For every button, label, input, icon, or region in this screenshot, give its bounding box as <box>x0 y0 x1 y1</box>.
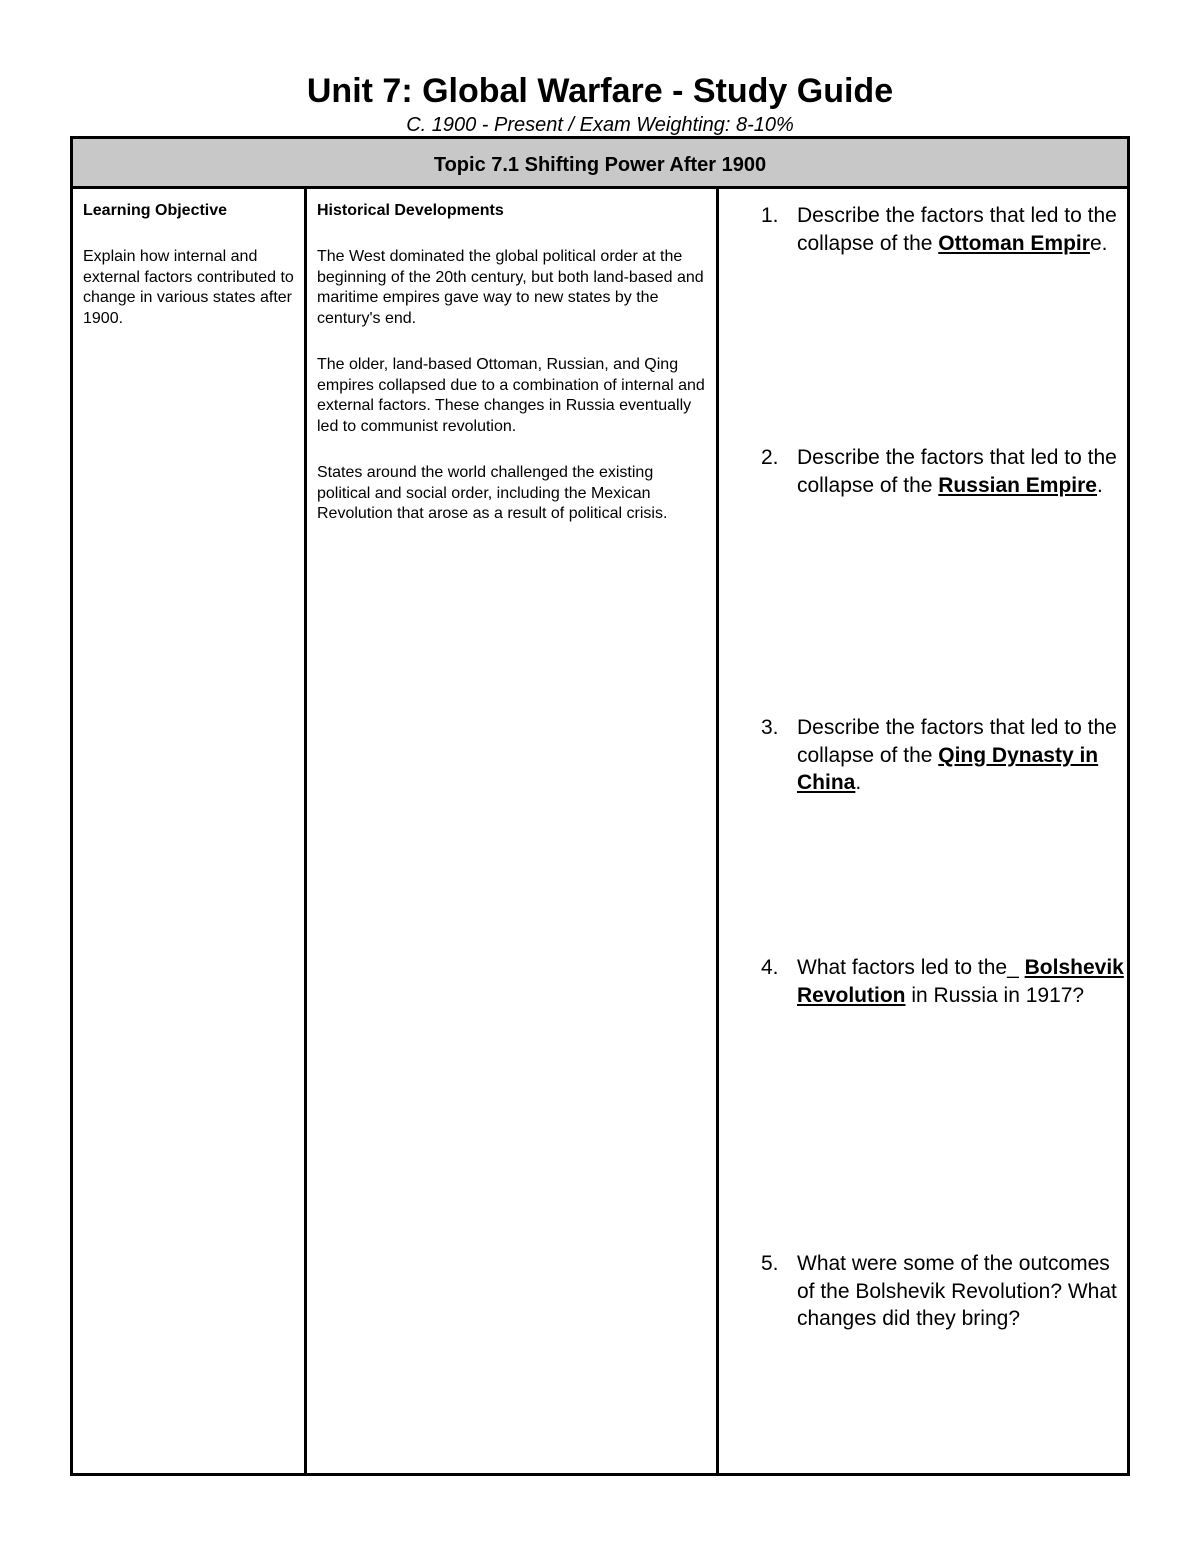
question-text-part: . <box>855 771 862 794</box>
question-text-part: . <box>1097 473 1103 497</box>
development-paragraph: The West dominated the global political order at the beginning of the 20th century, but both land-based and maritime empires gave way to new states by the century's end. <box>317 248 704 327</box>
learning-objective-heading: Learning Objective <box>83 202 228 219</box>
learning-objective-text: Explain how internal and external factors contributed to change in various states after 1900. <box>83 248 294 327</box>
question-number: 3. <box>761 716 779 739</box>
question-text-part: Describe the factors that led to the collapse of the <box>797 204 1117 255</box>
question-number: 1. <box>761 204 779 227</box>
question-text-part: Describe the factors that led to the collapse of the <box>797 716 1117 767</box>
question-item <box>761 1250 1131 1333</box>
development-paragraph: The older, land-based Ottoman, Russian, and Qing empires collapsed due to a combination of internal and external factors. These changes in Russia eventually led to communist revolution. <box>317 356 705 435</box>
question-text <box>797 714 1131 797</box>
question-text <box>797 954 1131 1009</box>
historical-developments-column <box>307 189 719 1473</box>
question-text-part: in Russia in 1917? <box>905 983 1085 1007</box>
question-item <box>761 954 1131 1009</box>
question-text-part: What factors led to the_ <box>797 956 1025 979</box>
question-text-part: What were some of the outcomes of the Bolshevik Revolution? What changes did they bring? <box>797 1252 1117 1330</box>
question-number: 2. <box>761 446 779 469</box>
question-text <box>797 444 1131 499</box>
question-item <box>761 444 1131 499</box>
question-item <box>761 202 1131 257</box>
question-text-part: e. <box>1089 231 1108 255</box>
question-number: 4. <box>761 956 779 979</box>
question-item <box>761 714 1131 797</box>
question-key-term: Russian Empire <box>938 473 1097 497</box>
question-text-part: Describe the factors that led to the collapse of the <box>797 446 1117 497</box>
question-text <box>797 1250 1131 1333</box>
question-text <box>797 202 1131 257</box>
topic-header: Topic 7.1 Shifting Power After 1900 <box>73 139 1127 189</box>
study-guide-table <box>70 136 1130 1476</box>
questions-column <box>719 189 1127 1473</box>
question-key-term: Qing Dynasty in China <box>797 743 1099 794</box>
page-title: Unit 7: Global Warfare - Study Guide <box>306 72 894 110</box>
learning-objective-column <box>73 189 307 1473</box>
development-paragraph: States around the world challenged the existing political and social order, including the Mexican Revolution that arose as a result of political crisis. <box>317 464 668 522</box>
page-subtitle: C. 1900 - Present / Exam Weighting: 8-10% <box>406 114 794 136</box>
historical-developments-heading: Historical Developments <box>317 202 504 219</box>
question-number: 5. <box>761 1252 779 1275</box>
question-key-term: Ottoman Empir <box>938 231 1090 255</box>
question-key-term: Bolshevik Revolution <box>797 956 1124 1007</box>
